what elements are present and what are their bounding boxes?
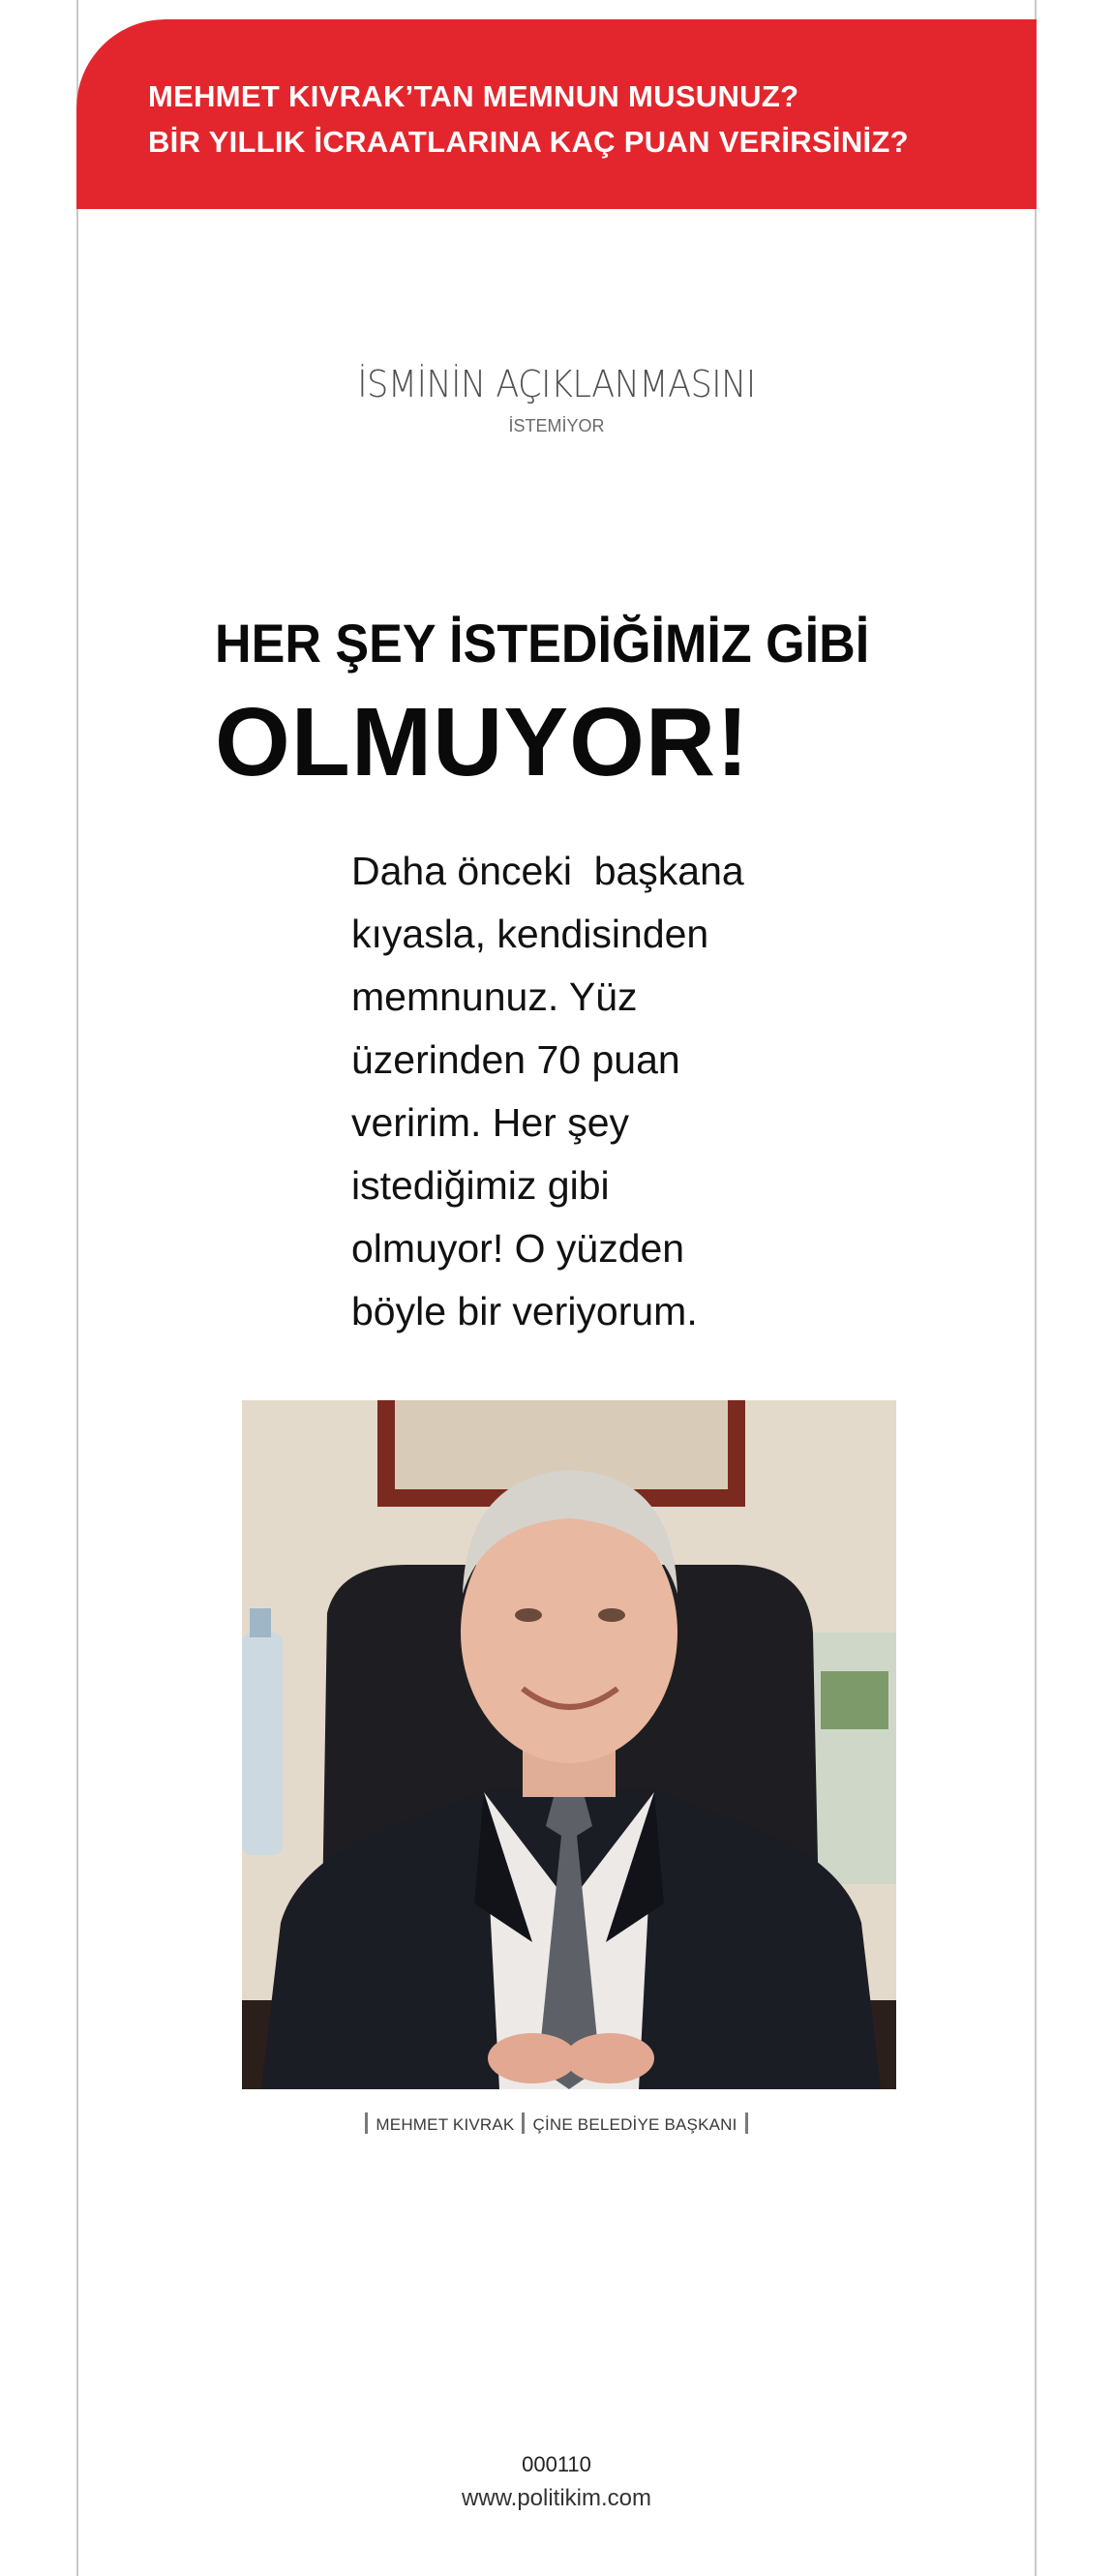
portrait-illustration: [242, 1400, 896, 2089]
caption-divider: [522, 2112, 525, 2134]
caption-title: ÇİNE BELEDİYE BAŞKANI: [532, 2115, 737, 2134]
footer-website-link[interactable]: www.politikim.com: [461, 2485, 652, 2511]
headline-line-2: OLMUYOR!: [215, 688, 750, 796]
caption-divider: [365, 2112, 368, 2134]
portrait-photo: [242, 1400, 896, 2089]
caption-name: MEHMET KIVRAK: [376, 2115, 515, 2134]
quote-line: istediğimiz gibi: [351, 1163, 610, 1208]
photo-caption: [0, 2112, 1113, 2135]
footer-code: 000110: [522, 2452, 591, 2476]
quote-line: böyle bir veriyorum.: [351, 1289, 698, 1333]
quote-text: [351, 840, 797, 1343]
survey-question-banner: [76, 19, 1037, 209]
headline-line-1: HER ŞEY İSTEDİĞİMİZ GİBİ: [215, 613, 870, 674]
respondent-name-sub: İSTEMİYOR: [508, 416, 605, 435]
quote-line: kıyasla, kendisinden: [351, 912, 709, 956]
quote-line: üzerinden 70 puan: [351, 1037, 680, 1082]
quote-line: veririm. Her şey: [351, 1100, 630, 1145]
quote-line: olmuyor! O yüzden: [351, 1226, 685, 1271]
quote-line: Daha önceki başkana: [351, 849, 744, 893]
caption-divider: [745, 2112, 748, 2134]
quote-line: memnunuz. Yüz: [351, 974, 638, 1019]
question-line-2: BİR YILLIK İCRAATLARINA KAÇ PUAN VERİRSİNİZ?: [148, 125, 909, 159]
respondent-name-label: İSMİNİN AÇIKLANMASINI: [357, 363, 756, 405]
question-line-1: MEHMET KIVRAK’TAN MEMNUN MUSUNUZ?: [148, 79, 799, 113]
